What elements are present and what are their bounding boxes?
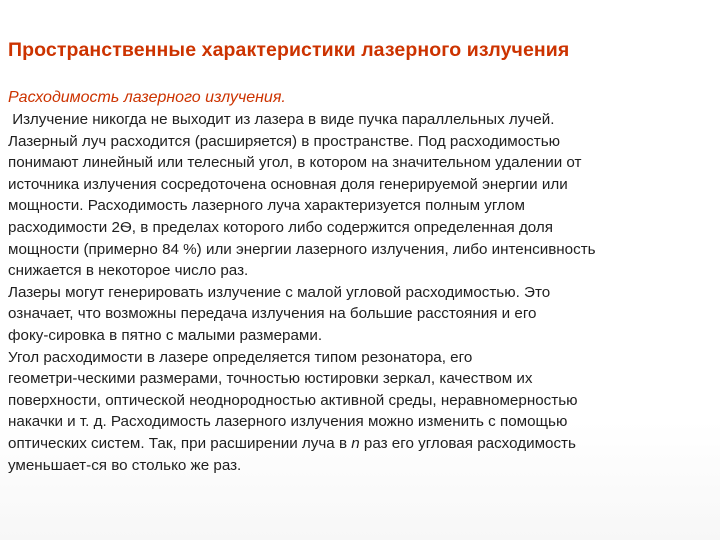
body-line: фоку-сировка в пятно с малыми размерами. — [8, 326, 323, 344]
body-line-start: оптических систем. Так, при расширении луча в — [8, 434, 352, 452]
body-line: уменьшает-ся во столько же раз. — [8, 456, 242, 474]
slide-title: Пространственные характеристики лазерного излучения — [8, 39, 570, 61]
body-text — [8, 109, 708, 476]
italic-variable-n: n — [351, 434, 360, 452]
body-line: Излучение никогда не выходит из лазера в виде пучка параллельных лучей. — [8, 111, 555, 128]
body-line: геометри-ческими размерами, точностью юстировки зеркал, качеством их — [8, 370, 533, 388]
body-line: Лазеры могут генерировать излучение с малой угловой расходимостью. Это — [8, 283, 551, 301]
body-line: накачки и т. д. Расходимость лазерного излучения можно изменить с помощью — [8, 413, 568, 431]
body-line: источника излучения сосредоточена основная доля генерируемой энергии или — [8, 175, 568, 193]
body-line: мощности (примерно 84 %) или энергии лазерного излучения, либо интенсивность — [8, 240, 596, 258]
body-line: мощности. Расходимость лазерного луча характеризуется полным углом — [8, 197, 525, 215]
body-line-end: раз его угловая расходимость — [359, 434, 576, 452]
body-line-with-italic — [8, 433, 708, 455]
body-line: поверхности, оптической неоднородностью активной среды, неравномерностью — [8, 391, 578, 409]
body-line: понимают линейный или телесный угол, в котором на значительном удалении от — [8, 154, 582, 172]
body-line: означает, что возможны передача излучения на большие расстояния и его — [8, 305, 537, 323]
body-line: снижается в некоторое число раз. — [8, 262, 249, 280]
body-line: Лазерный луч расходится (расширяется) в пространстве. Под расходимостью — [8, 132, 561, 150]
body-line: Угол расходимости в лазере определяется типом резонатора, его — [8, 348, 473, 366]
slide-subtitle: Расходимость лазерного излучения. — [8, 89, 286, 106]
body-line: расходимости 2Ѳ, в пределах которого либо содержится определенная доля — [8, 218, 554, 236]
